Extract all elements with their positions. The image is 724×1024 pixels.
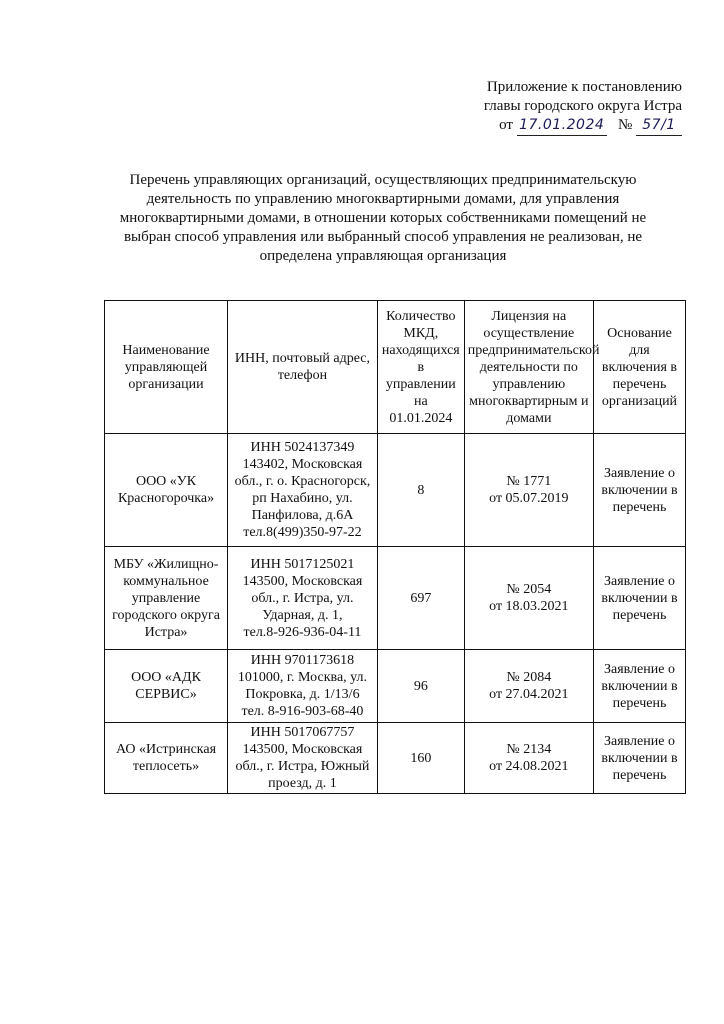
org-phone: тел.8-926-936-04-11	[243, 624, 362, 640]
org-contacts	[228, 650, 378, 723]
header-mkd-count: Количество МКД, находящихся в управлении на 01.01.2024	[377, 301, 464, 434]
appendix-line-2: главы городского округа Истра	[483, 98, 682, 114]
table-row	[105, 723, 686, 794]
handwritten-date: 17.01.2024	[517, 116, 607, 136]
license	[464, 434, 593, 547]
org-contacts	[228, 434, 378, 547]
inclusion-basis: Заявление о включении в перечень	[593, 434, 685, 547]
table-row	[105, 650, 686, 723]
license-date: от 24.08.2021	[489, 759, 569, 774]
license-number: № 2054	[506, 582, 552, 597]
org-name: ООО «УК Красногорочка»	[105, 434, 228, 547]
license-number: № 2134	[506, 742, 552, 757]
header-inn-address: ИНН, почтовый адрес, телефон	[228, 301, 378, 434]
mkd-count: 96	[377, 650, 464, 723]
appendix-line-1: Приложение к постановлению	[486, 79, 682, 95]
document-title: Перечень управляющих организаций, осуществляющих предпринимательскую деятельность по управлению многоквартирными домами, для управления многоквартирными домами, в отношении которых собственниками помещений не выбран способ управления или выбранный способ управления не реализован, не определена управляющая организация	[119, 172, 647, 264]
license-date: от 05.07.2019	[489, 491, 569, 506]
mkd-count: 697	[377, 547, 464, 650]
organizations-table	[104, 300, 686, 794]
org-contacts	[228, 723, 378, 794]
license-date: от 27.04.2021	[489, 687, 569, 702]
inclusion-basis: Заявление о включении в перечень	[593, 723, 685, 794]
number-label: №	[617, 117, 633, 133]
header-license: Лицензия на осуществление предпринимательской деятельности по управлению многоквартирным и домами	[464, 301, 593, 434]
license	[464, 547, 593, 650]
org-inn: ИНН 9701173618	[250, 653, 355, 668]
appendix-date-number-line	[484, 116, 682, 136]
org-phone: тел.8(499)350-97-22	[243, 525, 362, 540]
inclusion-basis: Заявление о включении в перечень	[593, 650, 685, 723]
license-number: № 1771	[506, 474, 552, 489]
handwritten-number: 57/1	[636, 116, 682, 136]
table-header-row	[105, 301, 686, 434]
inclusion-basis: Заявление о включении в перечень	[593, 547, 685, 650]
org-address: 143402, Московская обл., г. о. Красногорск, рп Нахабино, ул. Панфилова, д.6А	[234, 457, 371, 523]
table-row	[105, 547, 686, 650]
org-address: 143500, Московская обл., г. Истра, Южный проезд, д. 1	[235, 742, 370, 791]
org-address: 143500, Московская обл., г. Истра, ул. Ударная, д. 1,	[242, 573, 363, 623]
org-inn: ИНН 5024137349	[250, 440, 355, 455]
org-contacts	[228, 547, 378, 650]
license-number: № 2084	[506, 670, 552, 685]
mkd-count: 8	[377, 434, 464, 547]
org-name: АО «Истринская теплосеть»	[105, 723, 228, 794]
org-name: ООО «АДК СЕРВИС»	[105, 650, 228, 723]
table-row	[105, 434, 686, 547]
license	[464, 723, 593, 794]
org-address: 101000, г. Москва, ул. Покровка, д. 1/13/6	[237, 670, 368, 702]
header-org-name: Наименование управляющей организации	[105, 301, 228, 434]
header-basis: Основание для включения в перечень организаций	[593, 301, 685, 434]
license	[464, 650, 593, 723]
org-name: МБУ «Жилищно-коммунальное управление городского округа Истра»	[105, 547, 228, 650]
from-label: от	[499, 117, 513, 133]
org-inn: ИНН 5017067757	[250, 725, 355, 740]
appendix-header	[484, 78, 682, 136]
org-inn: ИНН 5017125021	[250, 556, 355, 572]
license-date: от 18.03.2021	[489, 599, 569, 614]
mkd-count: 160	[377, 723, 464, 794]
org-phone: тел. 8-916-903-68-40	[241, 704, 364, 719]
